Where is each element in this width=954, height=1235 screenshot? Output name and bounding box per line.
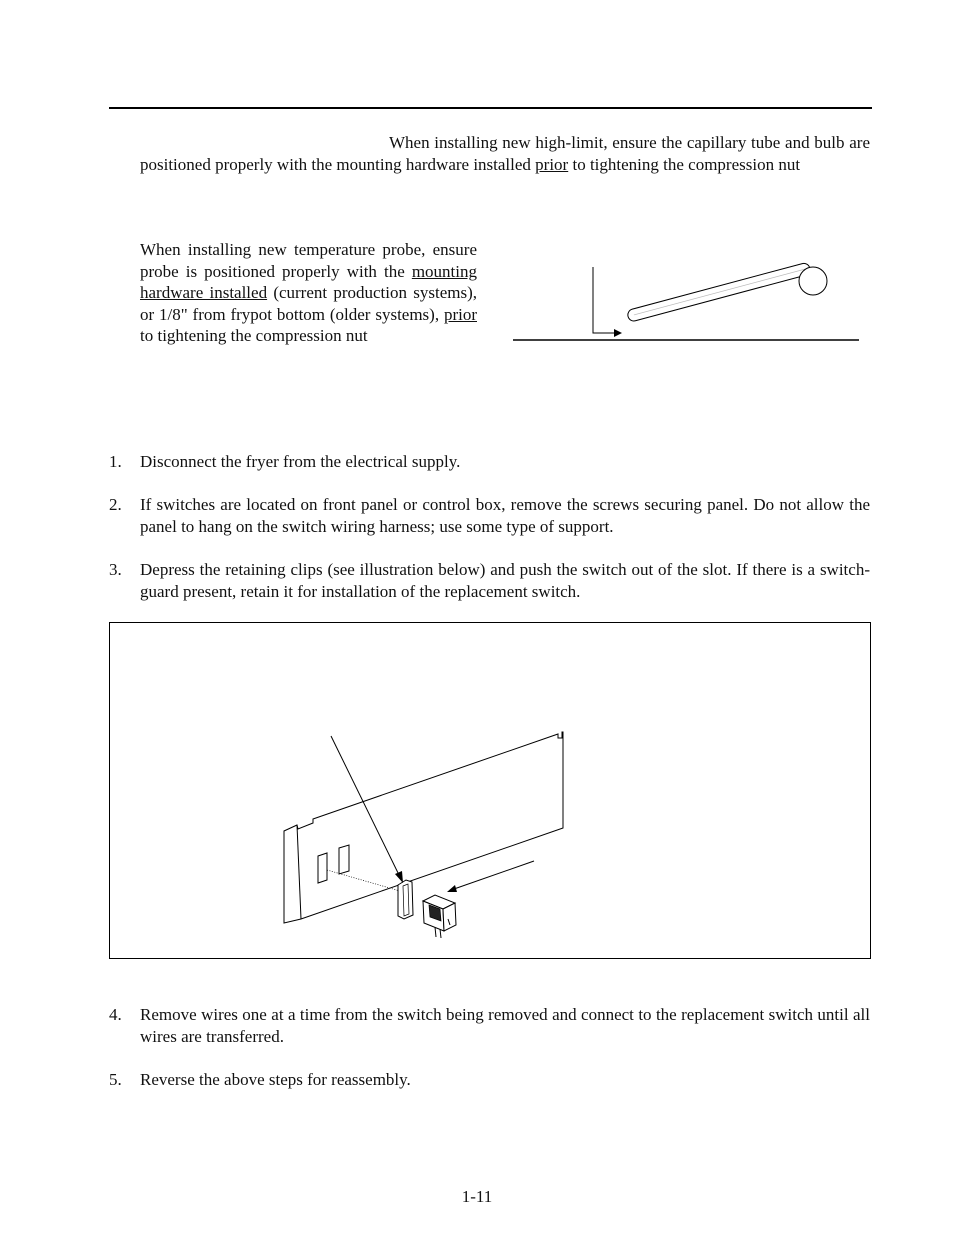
step-number: 4. <box>109 1005 122 1024</box>
probe-gap-arrowhead <box>614 329 622 337</box>
probe-diagram <box>510 258 870 348</box>
step-text: Remove wires one at a time from the switch being removed and connect to the replacement switch until all wires are transferred. <box>140 1005 870 1046</box>
step-5 <box>109 1069 870 1091</box>
step-number: 5. <box>109 1070 122 1089</box>
probe-note-text-middle: (current production systems), or 1/8" from frypot bottom (older systems), <box>140 283 477 324</box>
header-rule <box>109 107 872 109</box>
high-limit-note-underlined: prior <box>535 154 569 174</box>
step-number: 3. <box>109 560 122 579</box>
step-2 <box>109 494 870 537</box>
rocker-switch-leader <box>454 861 534 889</box>
step-4 <box>109 1004 870 1047</box>
probe-note-underlined-hardware: mounting hardware installed <box>140 261 477 302</box>
probe-note-text-end: to tightening the compression nut <box>140 326 368 345</box>
step-3 <box>109 559 870 602</box>
high-limit-note-text-end: to tightening the compression nut <box>568 154 801 174</box>
step-1 <box>109 451 870 473</box>
step-number: 1. <box>109 452 122 471</box>
switch-slot-1 <box>318 853 327 883</box>
switch-panel-diagram <box>110 623 872 960</box>
switch-illustration-frame <box>109 622 871 959</box>
probe-note-text: When installing new temperature probe, ensure probe is positioned properly with the <box>140 240 477 281</box>
probe-gap-marker <box>593 267 620 333</box>
rocker-switch <box>423 895 456 938</box>
probe-compression-fitting <box>799 267 827 295</box>
page-number: 1-11 <box>461 1187 493 1206</box>
step-text: If switches are located on front panel or control box, remove the screws securing panel. Do not allow the panel to hang on the switch wiring harness; use some type of support. <box>140 495 870 536</box>
switch-guard <box>398 880 413 919</box>
high-limit-note-text: When installing new high-limit, ensure the capillary tube and bulb are positioned properly with the mounting hardware installed <box>140 133 870 174</box>
high-limit-note <box>140 132 870 175</box>
control-panel <box>284 732 563 923</box>
probe-note-underlined-prior: prior <box>443 304 477 324</box>
step-text: Disconnect the fryer from the electrical supply. <box>140 452 461 471</box>
probe-note <box>140 239 477 347</box>
step-number: 2. <box>109 495 122 514</box>
step-text: Reverse the above steps for reassembly. <box>140 1070 411 1089</box>
switch-slot-2 <box>339 845 349 874</box>
step-text: Depress the retaining clips (see illustration below) and push the switch out of the slot. If there is a switch-guard present, retain it for installation of the replacement switch. <box>140 560 870 601</box>
